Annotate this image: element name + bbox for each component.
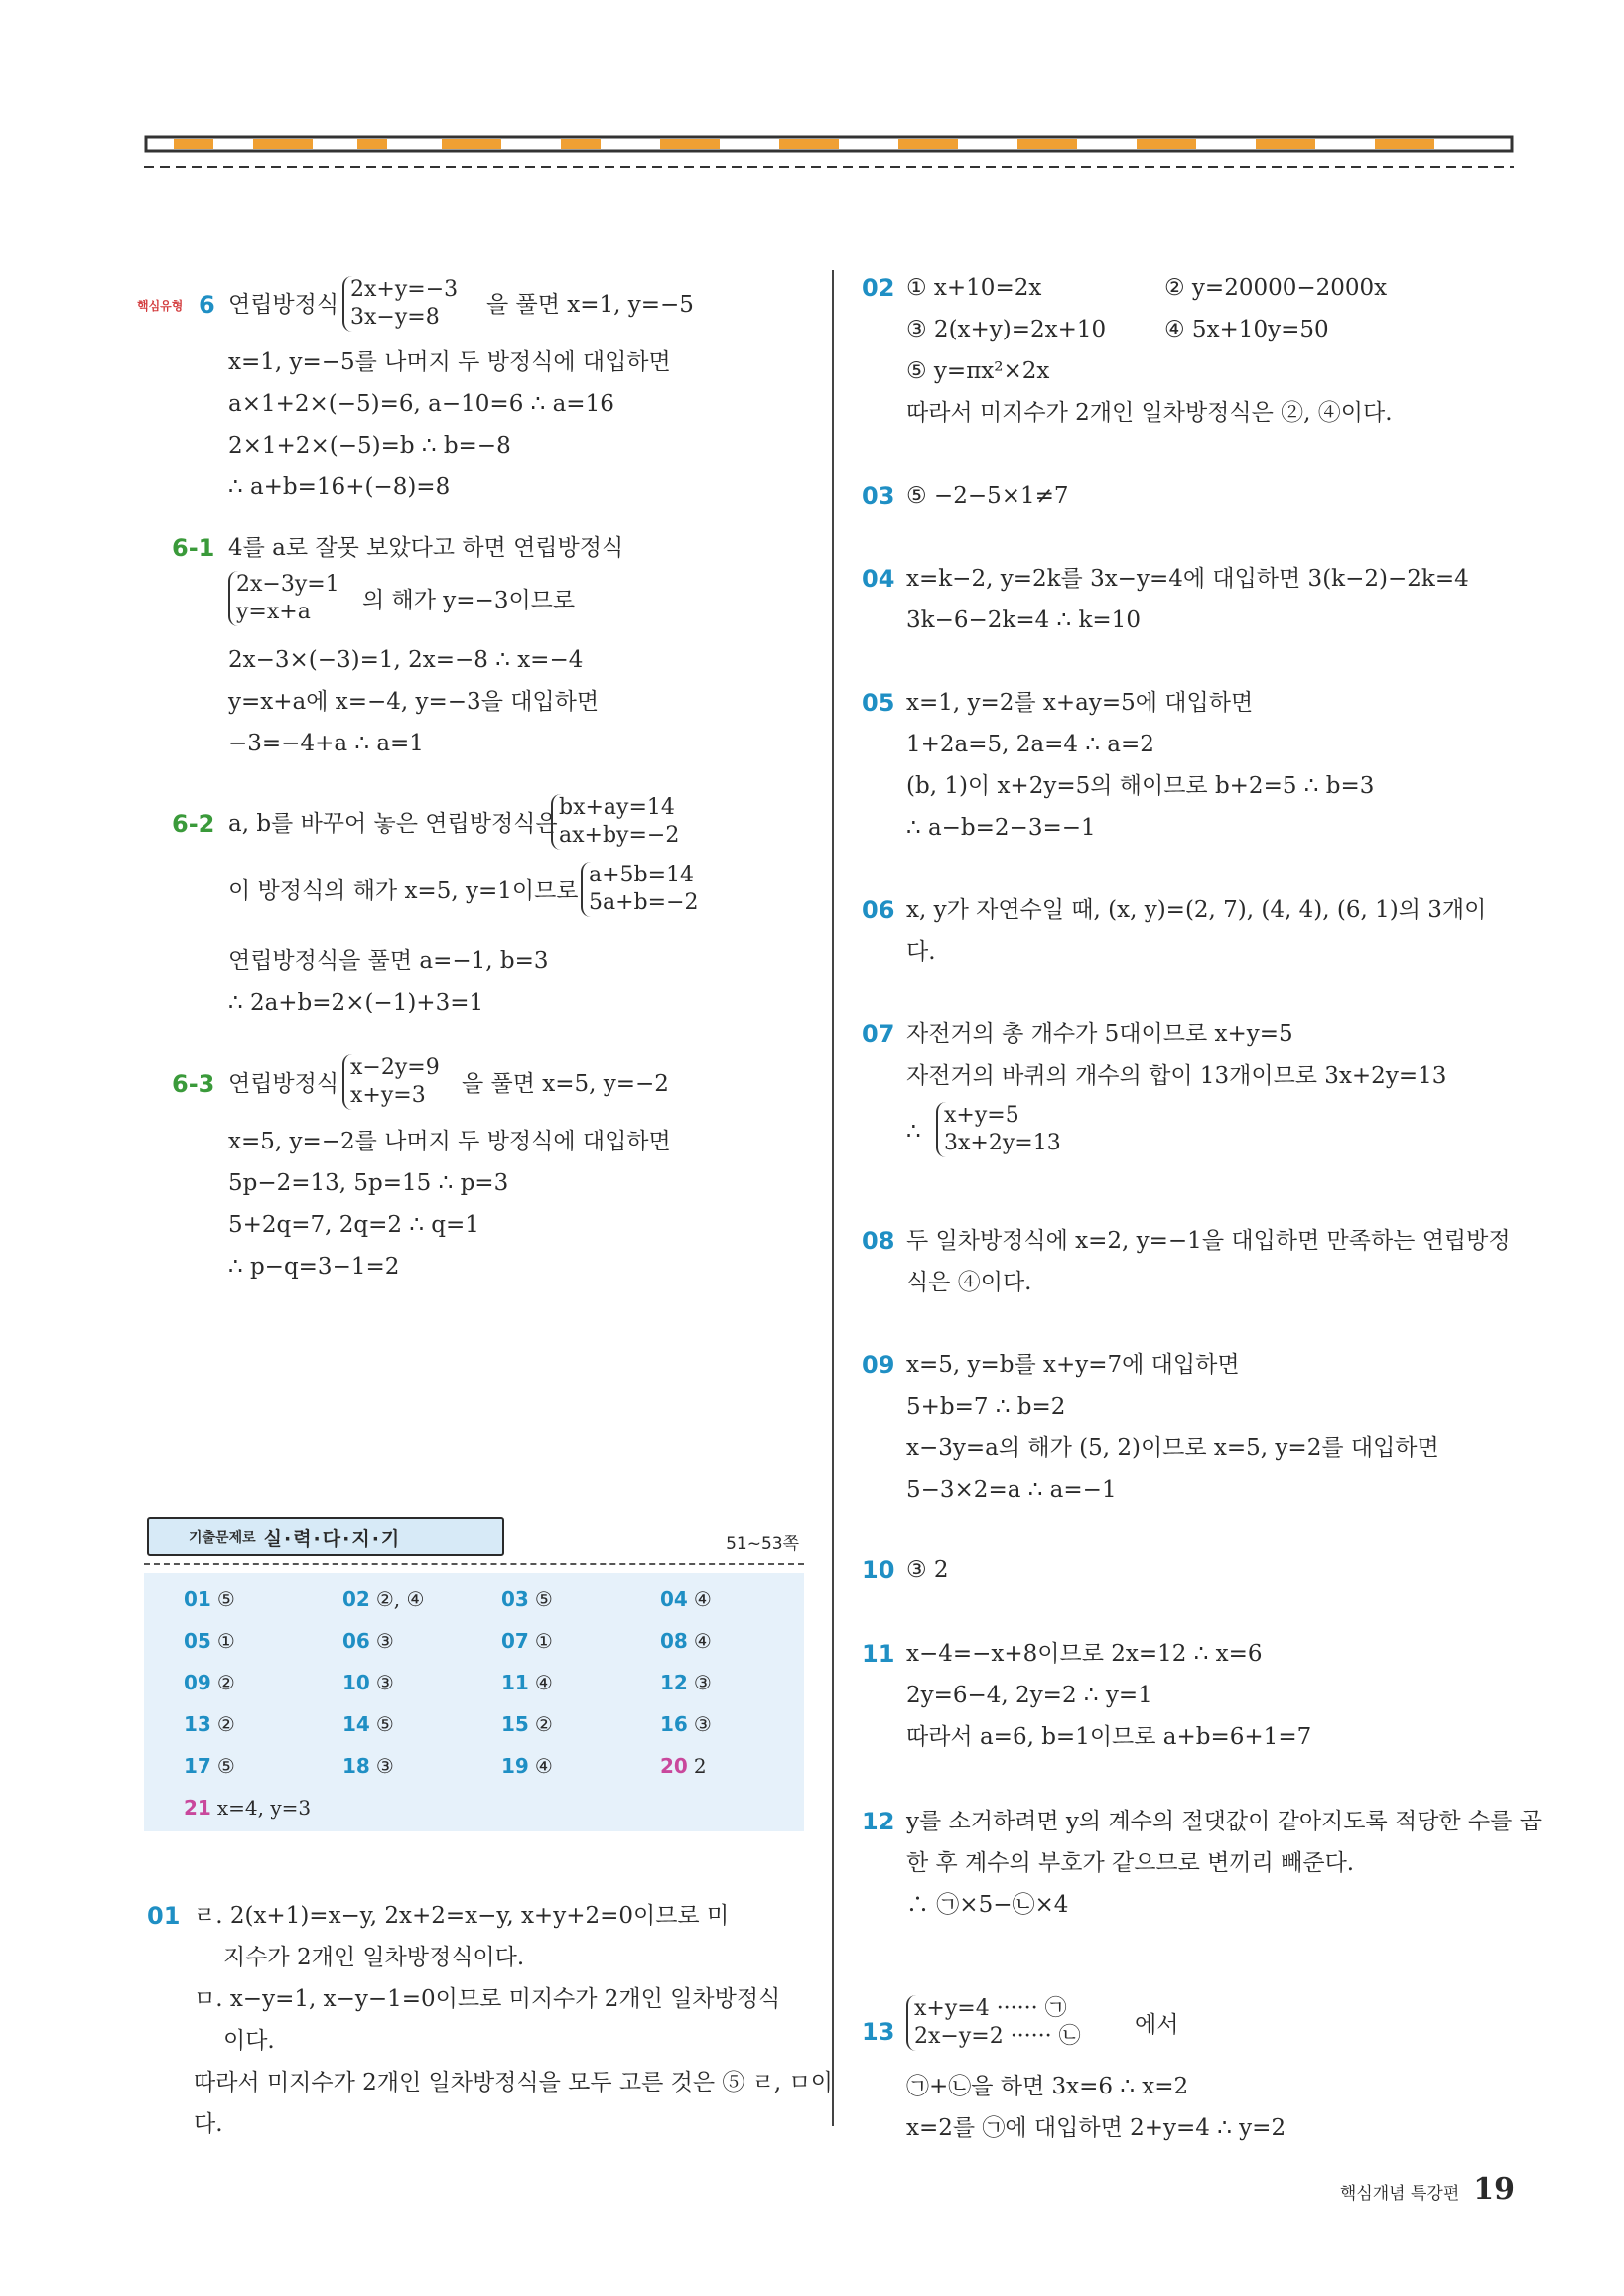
decorative-header-stripe xyxy=(144,127,1514,177)
solution-02-line: ② y=20000−2000x xyxy=(1164,275,1388,301)
solution-01-number: 01 xyxy=(147,1902,181,1930)
solution-02-line: ③ 2(x+y)=2x+10 xyxy=(906,317,1107,342)
solution-12-line: y를 소거하려면 y의 계수의 절댓값이 같아지도록 적당한 수를 곱 xyxy=(906,1809,1542,1834)
solution-09-number: 09 xyxy=(862,1351,895,1379)
answer-page-range: 51~53쪽 xyxy=(726,1534,799,1553)
answer-item: 02 ②, ④ xyxy=(342,1587,425,1611)
problem-6-2-system-2: a+5b=14 5a+b=−2 xyxy=(581,862,699,917)
answer-item: 01 ⑤ xyxy=(184,1587,235,1611)
solution-05-number: 05 xyxy=(862,689,895,717)
solution-11-line: x−4=−x+8이므로 2x=12 ∴ x=6 xyxy=(906,1641,1263,1667)
solution-09-line: 5−3×2=a ∴ a=−1 xyxy=(906,1477,1117,1503)
answer-item: 14 ⑤ xyxy=(342,1712,394,1736)
answer-item: 09 ② xyxy=(184,1671,235,1694)
solution-02-line: ⑤ y=πx²×2x xyxy=(906,358,1050,384)
solution-08-line: 식은 ④이다. xyxy=(906,1270,1032,1295)
solution-02-line: 따라서 미지수가 2개인 일차방정식은 ②, ④이다. xyxy=(906,400,1393,426)
core-after: 을 풀면 x=1, y=−5 xyxy=(486,292,694,318)
solution-13-after: 에서 xyxy=(1135,2012,1179,2038)
core-system: 2x+y=−3 3x−y=8 xyxy=(342,276,458,332)
solution-05-line: (b, 1)이 x+2y=5의 해이므로 b+2=5 ∴ b=3 xyxy=(906,773,1375,799)
solution-11-line: 따라서 a=6, b=1이므로 a+b=6+1=7 xyxy=(906,1724,1312,1750)
problem-6-1-line: 2x−3×(−3)=1, 2x=−8 ∴ x=−4 xyxy=(228,647,584,673)
solution-02-number: 02 xyxy=(862,274,895,302)
core-line: ∴ a+b=16+(−8)=8 xyxy=(228,474,451,500)
solution-03-line: ⑤ −2−5×1≠7 xyxy=(906,483,1069,509)
solution-03-number: 03 xyxy=(862,482,895,510)
core-number: 6 xyxy=(199,291,215,319)
answer-item: 15 ② xyxy=(501,1712,553,1736)
solution-09-line: x=5, y=b를 x+y=7에 대입하면 xyxy=(906,1352,1240,1378)
solution-12-line: 한 후 계수의 부호가 같으므로 변끼리 빼준다. xyxy=(906,1850,1355,1876)
core-line: a×1+2×(−5)=6, a−10=6 ∴ a=16 xyxy=(228,391,614,417)
problem-6-1-line: y=x+a에 x=−4, y=−3을 대입하면 xyxy=(228,689,600,715)
solution-02-line: ① x+10=2x xyxy=(906,275,1042,301)
problem-6-1-system: 2x−3y=1 y=x+a xyxy=(228,571,339,626)
solution-07-number: 07 xyxy=(862,1020,895,1048)
problem-6-2-line: ∴ 2a+b=2×(−1)+3=1 xyxy=(228,990,484,1015)
problem-6-1-number: 6-1 xyxy=(172,534,215,562)
footer-label: 핵심개념 특강편 xyxy=(1339,2184,1460,2204)
solution-13-line: x=2를 ㉠에 대입하면 2+y=4 ∴ y=2 xyxy=(906,2115,1286,2141)
solution-12-line: ∴ ㉠×5−㉡×4 xyxy=(906,1892,1069,1918)
problem-6-2-line: 연립방정식을 풀면 a=−1, b=3 xyxy=(228,948,549,974)
answer-item: 07 ① xyxy=(501,1629,553,1653)
solution-05-line: 1+2a=5, 2a=4 ∴ a=2 xyxy=(906,732,1154,757)
solution-07-line: 자전거의 바퀴의 개수의 합이 13개이므로 3x+2y=13 xyxy=(906,1063,1447,1089)
problem-6-3-line: 5p−2=13, 5p=15 ∴ p=3 xyxy=(228,1170,509,1196)
solution-11-line: 2y=6−4, 2y=2 ∴ y=1 xyxy=(906,1683,1152,1708)
solution-08-line: 두 일차방정식에 x=2, y=−1을 대입하면 만족하는 연립방정 xyxy=(906,1228,1511,1254)
problem-6-3-line: 5+2q=7, 2q=2 ∴ q=1 xyxy=(228,1212,479,1238)
answer-summary-box xyxy=(144,1514,804,1831)
solution-01-line: 지수가 2개인 일차방정식이다. xyxy=(223,1945,525,1970)
problem-6-3-after: 을 풀면 x=5, y=−2 xyxy=(462,1071,669,1097)
solution-08-number: 08 xyxy=(862,1227,895,1255)
solution-06-number: 06 xyxy=(862,896,895,924)
problem-6-3-intro: 연립방정식 xyxy=(228,1071,339,1097)
answer-item: 06 ③ xyxy=(342,1629,394,1653)
answer-item: 10 ③ xyxy=(342,1671,394,1694)
solution-01-line: 다. xyxy=(194,2111,223,2137)
solution-01-line: ㄹ. 2(x+1)=x−y, 2x+2=x−y, x+y+2=0이므로 미 xyxy=(194,1903,730,1929)
solution-04-line: 3k−6−2k=4 ∴ k=10 xyxy=(906,608,1141,633)
answer-item: 17 ⑤ xyxy=(184,1754,235,1778)
problem-6-1-line: −3=−4+a ∴ a=1 xyxy=(228,731,424,756)
solution-13-number: 13 xyxy=(862,2018,895,2046)
column-divider xyxy=(832,270,834,2126)
answer-item: 21 x=4, y=3 xyxy=(184,1796,312,1820)
problem-6-1-after: 의 해가 y=−3이므로 xyxy=(362,588,576,613)
answer-item: 13 ② xyxy=(184,1712,235,1736)
answer-item: 05 ① xyxy=(184,1629,235,1653)
problem-6-2-second: 이 방정식의 해가 x=5, y=1이므로 xyxy=(228,878,579,904)
answer-item: 20 2 xyxy=(660,1754,707,1778)
core-line: x=1, y=−5를 나머지 두 방정식에 대입하면 xyxy=(228,349,671,375)
problem-6-2-system-1: bx+ay=14 ax+by=−2 xyxy=(551,794,679,850)
solution-06-line: x, y가 자연수일 때, (x, y)=(2, 7), (4, 4), (6, 1)의 3개이 xyxy=(906,897,1487,923)
solution-01-line: 따라서 미지수가 2개인 일차방정식을 모두 고른 것은 ⑤ ㄹ, ㅁ이 xyxy=(194,2070,833,2095)
solution-10-line: ③ 2 xyxy=(906,1557,949,1583)
solution-13-system: x+y=4 ······ ㉠ 2x−y=2 ······ ㉡ xyxy=(906,1995,1081,2051)
problem-6-3-line: x=5, y=−2를 나머지 두 방정식에 대입하면 xyxy=(228,1129,671,1154)
problem-6-2-number: 6-2 xyxy=(172,810,215,838)
answer-item: 16 ③ xyxy=(660,1712,712,1736)
answer-divider xyxy=(144,1563,804,1565)
answer-item: 03 ⑤ xyxy=(501,1587,553,1611)
solution-01-line: 이다. xyxy=(223,2028,275,2054)
solution-10-number: 10 xyxy=(862,1556,895,1584)
solution-07-system: x+y=5 3x+2y=13 xyxy=(936,1102,1061,1157)
problem-6-1-first: 4를 a로 잘못 보았다고 하면 연립방정식 xyxy=(228,535,624,561)
solution-04-number: 04 xyxy=(862,565,895,593)
page-number: 19 xyxy=(1473,2172,1515,2207)
solution-05-line: x=1, y=2를 x+ay=5에 대입하면 xyxy=(906,690,1254,716)
answer-item: 04 ④ xyxy=(660,1587,712,1611)
solution-09-line: 5+b=7 ∴ b=2 xyxy=(906,1394,1066,1419)
problem-6-3-number: 6-3 xyxy=(172,1070,215,1098)
solution-07-prefix: ∴ xyxy=(906,1119,921,1145)
solution-12-number: 12 xyxy=(862,1808,895,1835)
core-line: 2×1+2×(−5)=b ∴ b=−8 xyxy=(228,433,511,459)
problem-6-3-system: x−2y=9 x+y=3 xyxy=(342,1054,440,1110)
solution-07-line: 자전거의 총 개수가 5대이므로 x+y=5 xyxy=(906,1021,1293,1047)
answer-item: 12 ③ xyxy=(660,1671,712,1694)
solution-01-line: ㅁ. x−y=1, x−y−1=0이므로 미지수가 2개인 일차방정식 xyxy=(194,1986,781,2012)
answer-item: 11 ④ xyxy=(501,1671,553,1694)
solution-13-line: ㉠+㉡을 하면 3x=6 ∴ x=2 xyxy=(906,2074,1189,2099)
solution-06-line: 다. xyxy=(906,939,936,965)
solution-04-line: x=k−2, y=2k를 3x−y=4에 대입하면 3(k−2)−2k=4 xyxy=(906,566,1469,592)
answer-item: 18 ③ xyxy=(342,1754,394,1778)
solution-02-line: ④ 5x+10y=50 xyxy=(1164,317,1329,342)
problem-6-3-line: ∴ p−q=3−1=2 xyxy=(228,1254,400,1280)
answer-item: 08 ④ xyxy=(660,1629,712,1653)
solution-11-number: 11 xyxy=(862,1640,895,1668)
solution-09-line: x−3y=a의 해가 (5, 2)이므로 x=5, y=2를 대입하면 xyxy=(906,1435,1439,1461)
answer-item: 19 ④ xyxy=(501,1754,553,1778)
problem-6-2-first: a, b를 바꾸어 놓은 연립방정식은 xyxy=(228,811,558,837)
core-type-tag: 핵심유형 xyxy=(137,299,184,313)
page-footer xyxy=(1340,2172,1515,2207)
solution-05-line: ∴ a−b=2−3=−1 xyxy=(906,815,1096,841)
core-intro: 연립방정식 xyxy=(228,292,339,318)
answer-box-title: 기출문제로 실·력·다·지·기 xyxy=(147,1517,504,1556)
